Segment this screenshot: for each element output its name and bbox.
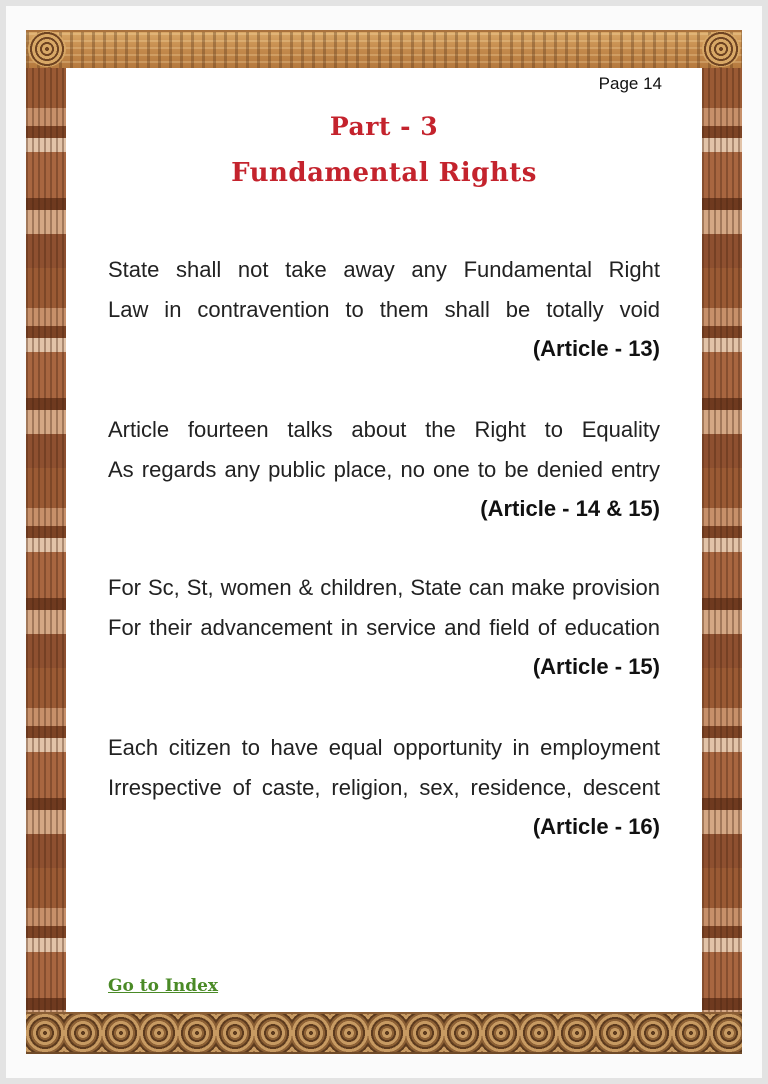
section-title: Fundamental Rights	[231, 158, 537, 188]
right-pillar-border	[702, 68, 742, 1013]
text-line: For their advancement in service and field of education	[108, 615, 660, 640]
article-block	[108, 568, 660, 686]
article-block	[108, 728, 660, 846]
left-spiral-ornament	[28, 31, 66, 67]
article-reference: (Article - 14 & 15)	[480, 496, 660, 521]
text-line: Law in contravention to them shall be totally void	[108, 297, 660, 322]
article-reference: (Article - 13)	[532, 336, 660, 361]
text-line: As regards any public place, no one to be denied entry	[108, 457, 660, 482]
text-line: For Sc, St, women & children, State can make provision	[108, 575, 660, 600]
text-line: Article fourteen talks about the Right to Equality	[108, 417, 660, 442]
article-block	[108, 410, 660, 528]
text-line: Each citizen to have equal opportunity in employment	[108, 735, 660, 760]
top-carved-border	[26, 30, 742, 72]
bottom-wheel-border	[26, 1012, 742, 1054]
text-line: State shall not take away any Fundamental Right	[108, 257, 660, 282]
article-block	[108, 250, 660, 368]
article-reference: (Article - 16)	[532, 814, 660, 839]
right-spiral-ornament	[702, 31, 740, 67]
page-number: Page 14	[598, 74, 662, 93]
go-to-index-link[interactable]: Go to Index	[108, 976, 219, 996]
left-pillar-border	[26, 68, 66, 1013]
part-heading: Part - 3	[329, 112, 439, 141]
page-content	[66, 68, 702, 1012]
text-line: Irrespective of caste, religion, sex, residence, descent	[108, 775, 660, 800]
article-reference: (Article - 15)	[532, 654, 660, 679]
